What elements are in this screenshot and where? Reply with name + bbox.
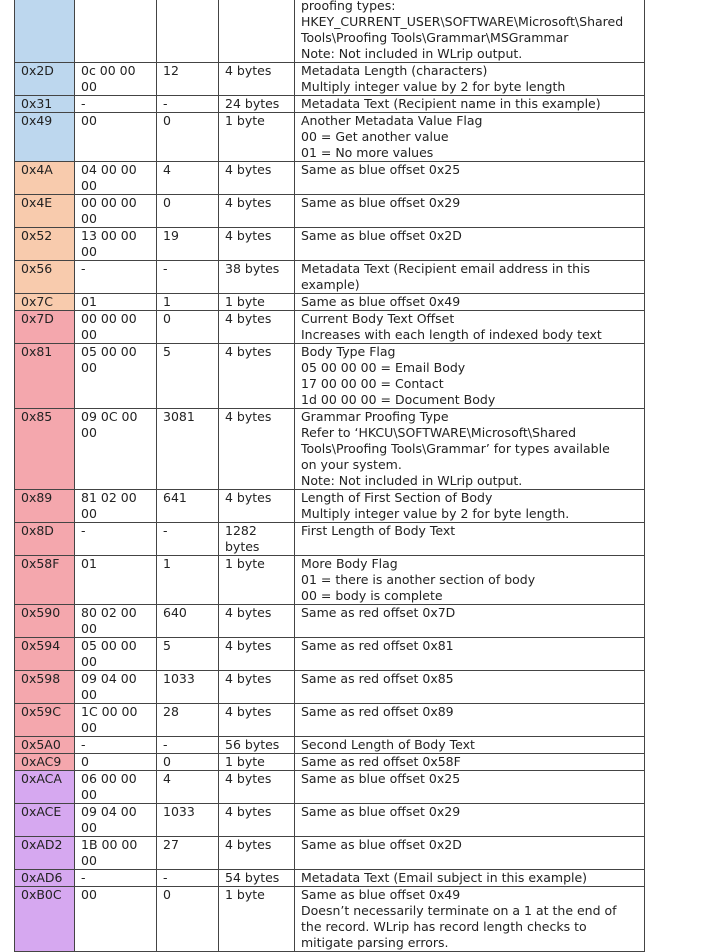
description-cell <box>295 887 645 952</box>
integer-value-cell: 3081 <box>157 409 219 490</box>
size-cell: 54 bytes <box>219 870 295 887</box>
offset-cell: 0xB0C <box>15 887 75 952</box>
hex-bytes-cell: 04 00 00 00 <box>75 162 157 195</box>
description-line: 1d 00 00 00 = Document Body <box>301 392 496 407</box>
table-row <box>15 638 645 671</box>
table-row <box>15 870 645 887</box>
offset-cell: 0x7C <box>15 294 75 311</box>
offset-cell: 0x31 <box>15 96 75 113</box>
integer-value-cell: 27 <box>157 837 219 870</box>
size-cell: 4 bytes <box>219 804 295 837</box>
size-cell: 4 bytes <box>219 228 295 261</box>
description-cell <box>295 704 645 737</box>
offset-cell: 0x49 <box>15 113 75 162</box>
size-cell: 1 byte <box>219 113 295 162</box>
description-cell <box>295 113 645 162</box>
description-line: Same as blue offset 0x29 <box>301 195 461 210</box>
description-line: Doesn’t necessarily terminate on a 1 at the end of <box>301 903 617 918</box>
offset-cell: 0x4E <box>15 195 75 228</box>
table-row <box>15 837 645 870</box>
table-row <box>15 409 645 490</box>
description-line: 05 00 00 00 = Email Body <box>301 360 466 375</box>
description-line: Metadata Length (characters) <box>301 63 488 78</box>
size-cell: 4 bytes <box>219 63 295 96</box>
description-line: Second Length of Body Text <box>301 737 475 752</box>
hex-bytes-cell <box>75 0 157 63</box>
description-cell <box>295 162 645 195</box>
record-structure-table <box>14 0 645 952</box>
description-cell <box>295 837 645 870</box>
description-cell <box>295 737 645 754</box>
offset-cell: 0x59C <box>15 704 75 737</box>
hex-bytes-cell: 13 00 00 00 <box>75 228 157 261</box>
hex-bytes-cell: - <box>75 261 157 294</box>
description-cell <box>295 294 645 311</box>
hex-bytes-cell: 00 00 00 00 <box>75 311 157 344</box>
hex-bytes-cell: - <box>75 523 157 556</box>
integer-value-cell: - <box>157 96 219 113</box>
hex-bytes-cell: 09 0C 00 00 <box>75 409 157 490</box>
hex-bytes-cell: 01 <box>75 294 157 311</box>
description-cell <box>295 804 645 837</box>
size-cell: 24 bytes <box>219 96 295 113</box>
description-line: example) <box>301 277 360 292</box>
description-line: Metadata Text (Email subject in this example) <box>301 870 588 885</box>
offset-cell: 0xACA <box>15 771 75 804</box>
description-line: 01 = No more values <box>301 145 434 160</box>
description-line: 17 00 00 00 = Contact <box>301 376 444 391</box>
table-row <box>15 771 645 804</box>
size-cell: 4 bytes <box>219 671 295 704</box>
hex-bytes-cell: 09 04 00 00 <box>75 671 157 704</box>
table-row <box>15 113 645 162</box>
hex-bytes-cell: 01 <box>75 556 157 605</box>
description-line: More Body Flag <box>301 556 398 571</box>
offset-cell <box>15 0 75 63</box>
size-cell: 1 byte <box>219 556 295 605</box>
integer-value-cell: - <box>157 870 219 887</box>
description-line: Same as red offset 0x85 <box>301 671 454 686</box>
description-cell <box>295 671 645 704</box>
description-line: Same as blue offset 0x29 <box>301 804 461 819</box>
integer-value-cell: 4 <box>157 162 219 195</box>
description-line: Same as blue offset 0x49 <box>301 887 461 902</box>
hex-bytes-cell: - <box>75 737 157 754</box>
integer-value-cell: 640 <box>157 605 219 638</box>
offset-cell: 0xAC9 <box>15 754 75 771</box>
integer-value-cell: 1033 <box>157 804 219 837</box>
description-line: Same as blue offset 0x25 <box>301 771 461 786</box>
size-cell: 4 bytes <box>219 195 295 228</box>
description-cell <box>295 409 645 490</box>
description-line: Note: Not included in WLrip output. <box>301 473 523 488</box>
description-line: Same as red offset 0x81 <box>301 638 454 653</box>
description-line: HKEY_CURRENT_USER\SOFTWARE\Microsoft\Shared <box>301 14 624 29</box>
integer-value-cell: - <box>157 261 219 294</box>
description-line: Length of First Section of Body <box>301 490 493 505</box>
table-row <box>15 523 645 556</box>
description-line: Current Body Text Offset <box>301 311 455 326</box>
hex-bytes-cell: 0c 00 00 00 <box>75 63 157 96</box>
offset-cell: 0x7D <box>15 311 75 344</box>
offset-cell: 0x598 <box>15 671 75 704</box>
description-cell <box>295 490 645 523</box>
offset-cell: 0x81 <box>15 344 75 409</box>
table-row <box>15 887 645 952</box>
table-row <box>15 63 645 96</box>
size-cell: 4 bytes <box>219 704 295 737</box>
hex-bytes-cell: 81 02 00 00 <box>75 490 157 523</box>
description-cell <box>295 311 645 344</box>
description-cell <box>295 0 645 63</box>
hex-bytes-cell: 00 <box>75 113 157 162</box>
integer-value-cell: 28 <box>157 704 219 737</box>
description-cell <box>295 523 645 556</box>
offset-cell: 0x56 <box>15 261 75 294</box>
description-line: Refer to ‘HKCU\SOFTWARE\Microsoft\Shared <box>301 425 577 440</box>
offset-cell: 0xAD2 <box>15 837 75 870</box>
description-line: Another Metadata Value Flag <box>301 113 483 128</box>
description-line: Note: Not included in WLrip output. <box>301 46 523 61</box>
description-line: Metadata Text (Recipient email address in this <box>301 261 591 276</box>
size-cell: 4 bytes <box>219 490 295 523</box>
offset-cell: 0x89 <box>15 490 75 523</box>
description-line: 00 = Get another value <box>301 129 449 144</box>
description-cell <box>295 754 645 771</box>
integer-value-cell: 1 <box>157 294 219 311</box>
description-line: proofing types: <box>301 0 396 13</box>
description-line: Same as blue offset 0x2D <box>301 837 462 852</box>
integer-value-cell: 4 <box>157 771 219 804</box>
description-cell <box>295 63 645 96</box>
integer-value-cell: 5 <box>157 638 219 671</box>
hex-bytes-cell: 0 <box>75 754 157 771</box>
description-cell <box>295 261 645 294</box>
offset-cell: 0xACE <box>15 804 75 837</box>
description-line: Metadata Text (Recipient name in this example) <box>301 96 601 111</box>
table-row <box>15 671 645 704</box>
table-row <box>15 195 645 228</box>
hex-bytes-cell: 05 00 00 00 <box>75 638 157 671</box>
description-line: Multiply integer value by 2 for byte length. <box>301 506 570 521</box>
offset-cell: 0xAD6 <box>15 870 75 887</box>
integer-value-cell: 0 <box>157 887 219 952</box>
size-cell: 4 bytes <box>219 638 295 671</box>
integer-value-cell: 0 <box>157 195 219 228</box>
table-body <box>15 0 645 952</box>
size-cell: 1 byte <box>219 887 295 952</box>
table-row <box>15 0 645 63</box>
offset-cell: 0x594 <box>15 638 75 671</box>
table-row <box>15 294 645 311</box>
hex-bytes-cell: - <box>75 96 157 113</box>
integer-value-cell: 19 <box>157 228 219 261</box>
description-line: Same as blue offset 0x25 <box>301 162 461 177</box>
size-cell: 56 bytes <box>219 737 295 754</box>
description-line: Same as red offset 0x58F <box>301 754 461 769</box>
size-cell: 4 bytes <box>219 837 295 870</box>
size-cell: 4 bytes <box>219 605 295 638</box>
description-cell <box>295 605 645 638</box>
offset-cell: 0x8D <box>15 523 75 556</box>
hex-bytes-cell: 00 00 00 00 <box>75 195 157 228</box>
integer-value-cell: 5 <box>157 344 219 409</box>
offset-cell: 0x4A <box>15 162 75 195</box>
description-line: 00 = body is complete <box>301 588 443 603</box>
table-row <box>15 754 645 771</box>
size-cell: 1 byte <box>219 294 295 311</box>
table-row <box>15 704 645 737</box>
table-row <box>15 162 645 195</box>
description-line: Body Type Flag <box>301 344 396 359</box>
description-line: First Length of Body Text <box>301 523 456 538</box>
table-row <box>15 556 645 605</box>
description-cell <box>295 870 645 887</box>
integer-value-cell: 0 <box>157 311 219 344</box>
table-row <box>15 490 645 523</box>
table-row <box>15 96 645 113</box>
description-line: Grammar Proofing Type <box>301 409 449 424</box>
integer-value-cell: 12 <box>157 63 219 96</box>
offset-cell: 0x52 <box>15 228 75 261</box>
size-cell: 4 bytes <box>219 344 295 409</box>
description-cell <box>295 556 645 605</box>
description-line: Same as red offset 0x7D <box>301 605 456 620</box>
integer-value-cell: 1 <box>157 556 219 605</box>
hex-bytes-cell: 09 04 00 00 <box>75 804 157 837</box>
offset-cell: 0x2D <box>15 63 75 96</box>
hex-bytes-cell: - <box>75 870 157 887</box>
size-cell: 4 bytes <box>219 771 295 804</box>
table-row <box>15 228 645 261</box>
description-cell <box>295 344 645 409</box>
hex-bytes-cell: 05 00 00 00 <box>75 344 157 409</box>
integer-value-cell: 0 <box>157 113 219 162</box>
hex-bytes-cell: 00 <box>75 887 157 952</box>
integer-value-cell: - <box>157 523 219 556</box>
description-cell <box>295 96 645 113</box>
table-row <box>15 605 645 638</box>
hex-bytes-cell: 06 00 00 00 <box>75 771 157 804</box>
description-cell <box>295 638 645 671</box>
size-cell <box>219 0 295 63</box>
offset-cell: 0x5A0 <box>15 737 75 754</box>
description-line: on your system. <box>301 457 402 472</box>
table-row <box>15 311 645 344</box>
size-cell: 4 bytes <box>219 311 295 344</box>
hex-bytes-cell: 80 02 00 00 <box>75 605 157 638</box>
size-cell: 38 bytes <box>219 261 295 294</box>
integer-value-cell <box>157 0 219 63</box>
integer-value-cell: 1033 <box>157 671 219 704</box>
description-line: Same as red offset 0x89 <box>301 704 454 719</box>
offset-cell: 0x590 <box>15 605 75 638</box>
size-cell: 1282 bytes <box>219 523 295 556</box>
size-cell: 4 bytes <box>219 162 295 195</box>
description-line: the record. WLrip has record length checks to <box>301 919 587 934</box>
size-cell: 1 byte <box>219 754 295 771</box>
hex-bytes-cell: 1C 00 00 00 <box>75 704 157 737</box>
description-line: 01 = there is another section of body <box>301 572 536 587</box>
description-cell <box>295 195 645 228</box>
integer-value-cell: - <box>157 737 219 754</box>
table-row <box>15 737 645 754</box>
table-row <box>15 261 645 294</box>
table-row <box>15 344 645 409</box>
description-line: Tools\Proofing Tools\Grammar’ for types available <box>301 441 610 456</box>
integer-value-cell: 641 <box>157 490 219 523</box>
size-cell: 4 bytes <box>219 409 295 490</box>
table-row <box>15 804 645 837</box>
description-line: Same as blue offset 0x49 <box>301 294 461 309</box>
integer-value-cell: 0 <box>157 754 219 771</box>
offset-cell: 0x58F <box>15 556 75 605</box>
description-line: mitigate parsing errors. <box>301 935 449 950</box>
offset-cell: 0x85 <box>15 409 75 490</box>
description-line: Increases with each length of indexed body text <box>301 327 602 342</box>
description-cell <box>295 771 645 804</box>
description-line: Multiply integer value by 2 for byte length <box>301 79 566 94</box>
description-cell <box>295 228 645 261</box>
hex-bytes-cell: 1B 00 00 00 <box>75 837 157 870</box>
description-line: Tools\Proofing Tools\Grammar\MSGrammar <box>301 30 569 45</box>
description-line: Same as blue offset 0x2D <box>301 228 462 243</box>
